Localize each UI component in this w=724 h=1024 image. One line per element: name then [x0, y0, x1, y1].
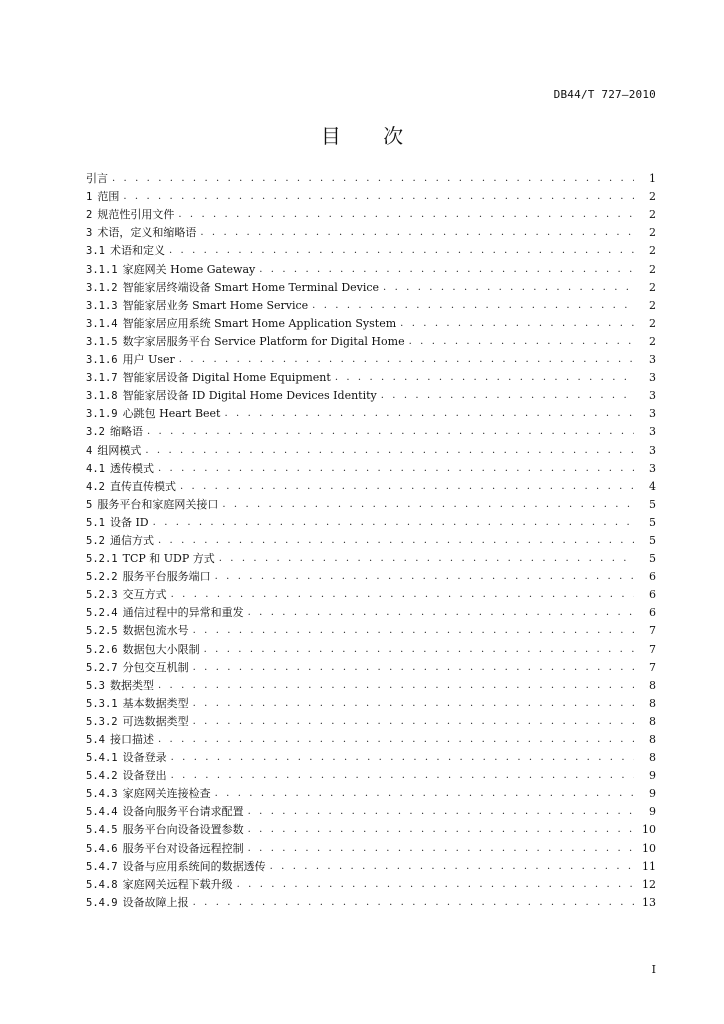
- toc-entry-number: 3.1.7: [86, 372, 118, 385]
- toc-entry-number: 3: [86, 227, 93, 240]
- toc-entry-text: 缩略语: [109, 425, 143, 439]
- toc-entry-page: 8: [649, 678, 656, 692]
- toc-dot-leader: [112, 172, 634, 186]
- toc-entry[interactable]: [86, 258, 656, 276]
- toc-entry-number: 4: [86, 444, 93, 457]
- toc-entry-number: 3.1: [86, 245, 105, 258]
- toc-entry-text: 术语和定义: [109, 244, 165, 258]
- toc-entry-page: 2: [649, 334, 656, 348]
- toc-entry-text: 可选数据类型: [122, 714, 189, 728]
- toc-dot-leader: [204, 643, 634, 657]
- toc-entry[interactable]: [86, 331, 656, 349]
- toc-entry-page: 11: [642, 859, 656, 873]
- toc-entry[interactable]: [86, 783, 656, 801]
- toc-entry-page: 3: [649, 461, 656, 475]
- toc-entry-text: 设备 ID: [109, 515, 149, 529]
- toc-entry[interactable]: [86, 602, 656, 620]
- toc-entry-page: 2: [649, 280, 656, 294]
- toc-entry-number: 5.2.4: [86, 607, 118, 620]
- toc-entry[interactable]: [86, 512, 656, 530]
- toc-entry[interactable]: [86, 168, 656, 186]
- toc-entry-number: 5: [86, 498, 93, 511]
- toc-entry-text: 服务平台和家庭网关接口: [97, 497, 219, 511]
- toc-entry-page: 6: [649, 570, 656, 584]
- toc-entry-label: [86, 353, 179, 367]
- toc-entry-label: [86, 715, 193, 729]
- toc-entry-text: 设备与应用系统间的数据透传: [122, 859, 266, 873]
- toc-entry-page: 7: [649, 642, 656, 656]
- toc-entry-text: 通信方式: [109, 533, 154, 547]
- toc-entry-page: 2: [649, 316, 656, 330]
- toc-entry-label: [86, 606, 248, 620]
- toc-entry-page: 5: [649, 552, 656, 566]
- toc-dot-leader: [381, 389, 634, 403]
- toc-entry-number: 2: [86, 209, 93, 222]
- toc-entry-text: 用户 User: [122, 353, 175, 367]
- toc-dot-leader: [409, 335, 634, 349]
- toc-entry-text: 智能家居业务 Smart Home Service: [122, 298, 309, 312]
- toc-entry-number: 5.4: [86, 734, 105, 746]
- toc-dot-leader: [171, 769, 634, 783]
- toc-entry-page: 8: [649, 733, 656, 746]
- toc-entry-text: 直传直传模式: [109, 479, 176, 493]
- toc-dot-leader: [222, 498, 634, 512]
- toc-entry[interactable]: [86, 240, 656, 258]
- toc-entry-label: [86, 860, 270, 874]
- toc-entry-label: [86, 444, 145, 458]
- toc-dot-leader: [248, 842, 634, 856]
- standard-code: DB44/T 727—2010: [553, 88, 656, 101]
- toc-entry-number: 4.2: [86, 480, 105, 493]
- toc-dot-leader: [171, 588, 634, 602]
- toc-entry-label: [86, 679, 158, 693]
- toc-entry-number: 5.4.9: [86, 896, 118, 909]
- toc-entry-label: [86, 407, 224, 421]
- toc-entry-label: [86, 389, 381, 403]
- toc-entry-page: 10: [642, 823, 656, 837]
- toc-entry-label: [86, 299, 312, 313]
- toc-entry-number: 5.3.1: [86, 697, 118, 710]
- toc-dot-leader: [179, 353, 634, 367]
- toc-entry[interactable]: [86, 439, 656, 457]
- toc-entry[interactable]: [86, 530, 656, 548]
- toc-entry-page: 7: [649, 660, 656, 674]
- toc-dot-leader: [312, 299, 634, 313]
- toc-entry-page: 8: [649, 751, 656, 765]
- toc-entry-number: 5.4.6: [86, 842, 118, 855]
- toc-entry-text: 设备登录: [122, 751, 167, 765]
- toc-entry-page: 3: [649, 407, 656, 421]
- toc-dot-leader: [178, 208, 634, 222]
- toc-entry-label: [86, 263, 259, 277]
- toc-dot-leader: [237, 878, 634, 892]
- toc-entry-page: 6: [649, 606, 656, 620]
- toc-entry-label: [86, 462, 158, 476]
- toc-entry-label: [86, 498, 222, 512]
- toc-entry[interactable]: [86, 620, 656, 638]
- toc-entry-label: [86, 371, 335, 385]
- toc-dot-leader: [248, 805, 634, 819]
- toc-entry-label: [86, 480, 180, 494]
- toc-entry-label: [86, 516, 153, 530]
- toc-entry-text: 透传模式: [109, 461, 154, 475]
- toc-entry-label: [86, 226, 200, 240]
- toc-entry[interactable]: [86, 421, 656, 439]
- toc-entry-label: [86, 281, 383, 295]
- toc-dot-leader: [270, 860, 634, 874]
- toc-entry-number: 5.4.5: [86, 824, 118, 837]
- toc-entry-number: 5.2.2: [86, 571, 118, 584]
- toc-entry-text: 交互方式: [122, 588, 167, 602]
- toc-entry-page: 5: [649, 515, 656, 529]
- toc-dot-leader: [219, 552, 634, 566]
- toc-entry[interactable]: [86, 837, 656, 855]
- toc-dot-leader: [158, 733, 634, 747]
- toc-entry-page: 12: [642, 877, 656, 891]
- toc-entry-page: 2: [649, 298, 656, 312]
- toc-dot-leader: [169, 244, 634, 258]
- toc-entry-number: 3.1.8: [86, 390, 118, 403]
- toc-entry-page: 2: [649, 244, 656, 258]
- toc-entry[interactable]: [86, 367, 656, 385]
- toc-entry[interactable]: [86, 675, 656, 693]
- toc-dot-leader: [158, 462, 634, 476]
- toc-entry-number: 3.1.9: [86, 408, 118, 421]
- toc-entry-text: 服务平台对设备远程控制: [122, 841, 244, 855]
- toc-entry-label: [86, 823, 248, 837]
- toc-entry-label: [86, 208, 178, 222]
- toc-entry-page: 2: [649, 226, 656, 240]
- toc-entry-number: 3.1.4: [86, 317, 118, 330]
- toc-entry-text: 家庭网关 Home Gateway: [122, 262, 256, 276]
- toc-entry-label: [86, 244, 169, 258]
- toc-entry[interactable]: [86, 277, 656, 295]
- toc-entry-number: 5.3.2: [86, 715, 118, 728]
- toc-entry-text: 智能家居设备 ID Digital Home Devices Identity: [122, 389, 377, 403]
- toc-entry-page: 9: [649, 769, 656, 783]
- toc-entry-number: 5.2.7: [86, 661, 118, 674]
- toc-entry-text: 服务平台向设备设置参数: [122, 823, 244, 837]
- toc-entry-label: [86, 317, 400, 331]
- toc-dot-leader: [145, 444, 634, 458]
- toc-dot-leader: [193, 896, 634, 910]
- toc-entry-text: 组网模式: [97, 443, 142, 457]
- toc-dot-leader: [193, 715, 634, 729]
- toc-entry[interactable]: [86, 638, 656, 656]
- toc-dot-leader: [383, 281, 634, 295]
- toc-dot-leader: [259, 263, 634, 277]
- toc-entry-page: 2: [649, 262, 656, 276]
- toc-entry-page: 10: [642, 841, 656, 855]
- toc-entry-text: 分包交互机制: [122, 660, 189, 674]
- toc-entry-label: [86, 769, 171, 783]
- toc-dot-leader: [193, 624, 634, 638]
- toc-entry-text: 服务平台服务端口: [122, 570, 211, 584]
- toc-entry-text: 数据类型: [109, 678, 154, 692]
- toc-dot-leader: [224, 407, 634, 421]
- toc-entry-number: 5.4.1: [86, 752, 118, 765]
- toc-entry-number: 5.4.4: [86, 806, 118, 819]
- toc-entry-number: 4.1: [86, 462, 105, 475]
- toc-entry[interactable]: [86, 874, 656, 892]
- toc-entry-text: 设备向服务平台请求配置: [122, 805, 244, 819]
- toc-dot-leader: [158, 679, 634, 693]
- toc-entry-number: 5.2.1: [86, 553, 118, 566]
- toc-entry-text: 规范性引用文件: [97, 208, 175, 222]
- toc-dot-leader: [335, 371, 634, 385]
- toc-entry-number: 1: [86, 191, 93, 204]
- toc-entry-text: 基本数据类型: [122, 696, 189, 710]
- toc-entry-page: 9: [649, 805, 656, 819]
- toc-entry[interactable]: [86, 747, 656, 765]
- toc-entry-number: 5.4.3: [86, 788, 118, 801]
- toc-dot-leader: [171, 751, 634, 765]
- toc-entry-label: [86, 896, 193, 910]
- toc-entry-label: [86, 534, 158, 548]
- toc-dot-leader: [215, 570, 634, 584]
- toc-entry[interactable]: [86, 313, 656, 331]
- toc-entry-label: [86, 697, 193, 711]
- toc-entry-text: 引言: [86, 172, 108, 186]
- toc-entry-label: [86, 624, 193, 638]
- toc-entry[interactable]: [86, 856, 656, 874]
- toc-entry-number: 3.1.1: [86, 263, 118, 276]
- toc-entry-text: TCP 和 UDP 方式: [122, 552, 215, 566]
- toc-entry-number: 3.1.5: [86, 335, 118, 348]
- toc-entry-number: 5.1: [86, 516, 105, 529]
- toc-entry[interactable]: [86, 657, 656, 675]
- toc-entry-text: 范围: [97, 190, 120, 204]
- toc-entry-label: [86, 552, 219, 566]
- toc-entry-label: [86, 661, 193, 675]
- toc-entry-label: [86, 842, 248, 856]
- toc-entry-text: 设备故障上报: [122, 895, 189, 909]
- toc-entry[interactable]: [86, 548, 656, 566]
- toc-entry-page: 8: [649, 696, 656, 710]
- toc-entry-text: 数据包大小限制: [122, 642, 200, 656]
- toc-entry-text: 家庭网关远程下载升级: [122, 877, 233, 891]
- toc-entry[interactable]: [86, 711, 656, 729]
- toc-dot-leader: [123, 190, 634, 204]
- page-title: 目 次: [320, 124, 422, 148]
- toc-dot-leader: [200, 226, 634, 240]
- toc-entry[interactable]: [86, 222, 656, 240]
- toc-entry-page: 8: [649, 714, 656, 728]
- toc-entry-label: [86, 787, 215, 801]
- toc-dot-leader: [158, 534, 634, 548]
- toc-entry[interactable]: [86, 819, 656, 837]
- toc-entry-page: 2: [649, 208, 656, 222]
- toc-entry-number: 5.2: [86, 534, 105, 547]
- toc-entry-page: 6: [649, 588, 656, 602]
- toc-entry[interactable]: [86, 204, 656, 222]
- toc-entry-label: [86, 172, 112, 186]
- toc-entry-number: 3.2: [86, 426, 105, 439]
- toc-entry-number: 5.2.5: [86, 625, 118, 638]
- toc-entry-page: 5: [649, 533, 656, 547]
- toc-entry[interactable]: [86, 186, 656, 204]
- toc-entry[interactable]: [86, 458, 656, 476]
- toc-entry[interactable]: [86, 476, 656, 494]
- toc-entry-label: [86, 190, 123, 204]
- toc-entry-label: [86, 425, 147, 439]
- toc-entry-number: 3.1.6: [86, 354, 118, 367]
- toc-entry-text: 数据包流水号: [122, 624, 189, 638]
- toc-entry-number: 5.3: [86, 679, 105, 692]
- toc-entry-page: 3: [649, 443, 656, 457]
- toc-entry-page: 7: [649, 624, 656, 638]
- toc-entry[interactable]: [86, 801, 656, 819]
- toc-entry-page: 5: [649, 497, 656, 511]
- toc-entry-text: 家庭网关连接检查: [122, 787, 211, 801]
- toc-dot-leader: [248, 823, 634, 837]
- toc-dot-leader: [215, 787, 634, 801]
- toc-entry[interactable]: [86, 349, 656, 367]
- toc-entry-page: 3: [649, 353, 656, 367]
- toc-entry-text: 心跳包 Heart Beet: [122, 407, 221, 421]
- toc-entry-text: 术语，定义和缩略语: [97, 226, 197, 240]
- toc-entry-label: [86, 335, 409, 349]
- toc-entry[interactable]: [86, 295, 656, 313]
- toc-entry-number: 5.4.7: [86, 860, 118, 873]
- toc-entry-page: 1: [649, 172, 656, 186]
- toc-dot-leader: [248, 606, 634, 620]
- toc-entry[interactable]: [86, 403, 656, 421]
- toc-entry-label: [86, 878, 237, 892]
- toc-entry-text: 设备登出: [122, 769, 167, 783]
- toc-entry-number: 5.4.2: [86, 770, 118, 783]
- toc-entry-text: 智能家居设备 Digital Home Equipment: [122, 371, 331, 385]
- toc-dot-leader: [153, 516, 634, 530]
- toc-dot-leader: [193, 697, 634, 711]
- toc-dot-leader: [193, 661, 634, 675]
- toc-entry[interactable]: [86, 566, 656, 584]
- toc-entry-text: 通信过程中的异常和重发: [122, 606, 244, 620]
- toc-entry-page: 9: [649, 787, 656, 801]
- toc-entry[interactable]: [86, 693, 656, 711]
- toc-entry-number: 3.1.2: [86, 281, 118, 294]
- toc-entry-text: 接口描述: [109, 733, 154, 746]
- toc-entry[interactable]: [86, 584, 656, 602]
- toc-dot-leader: [400, 317, 634, 331]
- toc-entry-page: 2: [649, 190, 656, 204]
- toc-entry-page: 4: [649, 479, 656, 493]
- toc-entry-number: 3.1.3: [86, 299, 118, 312]
- toc-entry-label: [86, 570, 215, 584]
- toc-entry[interactable]: [86, 729, 656, 747]
- toc-entry-label: [86, 588, 171, 602]
- toc-entry-text: 智能家居终端设备 Smart Home Terminal Device: [122, 280, 380, 294]
- toc-entry-page: 13: [642, 895, 656, 909]
- toc-entry-page: 3: [649, 425, 656, 439]
- toc-entry-text: 智能家居应用系统 Smart Home Application System: [122, 316, 397, 330]
- toc-entry-page: 3: [649, 389, 656, 403]
- toc-entry-text: 数字家居服务平台 Service Platform for Digital Home: [122, 334, 405, 348]
- toc-entry-label: [86, 643, 204, 657]
- toc-entry-number: 5.4.8: [86, 878, 118, 891]
- toc-dot-leader: [180, 480, 634, 494]
- toc-entry-label: [86, 751, 171, 765]
- table-of-contents: [86, 168, 656, 910]
- toc-entry[interactable]: [86, 765, 656, 783]
- page-number: I: [651, 963, 656, 976]
- toc-entry[interactable]: [86, 385, 656, 403]
- toc-entry[interactable]: [86, 892, 656, 910]
- toc-entry[interactable]: [86, 494, 656, 512]
- toc-entry-page: 3: [649, 371, 656, 385]
- toc-entry-label: [86, 805, 248, 819]
- toc-entry-number: 5.2.6: [86, 643, 118, 656]
- toc-entry-label: [86, 733, 158, 747]
- toc-entry-number: 5.2.3: [86, 589, 118, 602]
- toc-dot-leader: [147, 425, 634, 439]
